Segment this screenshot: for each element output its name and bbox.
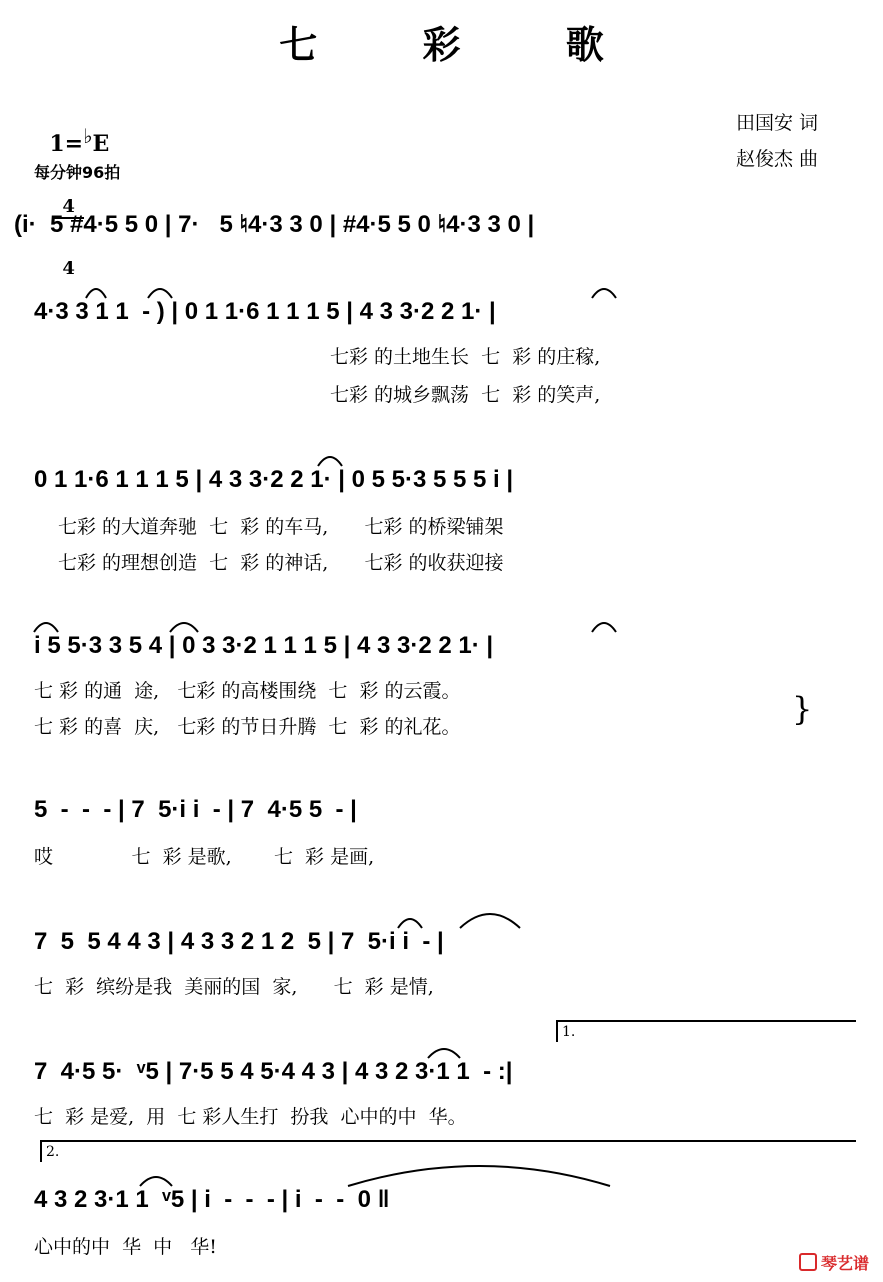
lyric-line: 七 彩 的通 途, 七彩 的高楼围绕 七 彩 的云霞。 (34, 680, 461, 702)
notation-row: 4 3 2 3·1 1 ᵛ5 | i - - - | i - - 0 ‖ (34, 1186, 390, 1213)
lyric-line: 七彩 的土地生长 七 彩 的庄稼, (330, 346, 601, 368)
repeat-brace: } (792, 690, 813, 728)
lyric-line: 七彩 的大道奔驰 七 彩 的车马, 七彩 的桥梁铺架 (58, 516, 504, 538)
lyric-line: 心中的中 华 中 华! (34, 1236, 217, 1258)
key-prefix: 1= (49, 131, 84, 157)
lyric-line: 七 彩 缤纷是我 美丽的国 家, 七 彩 是情, (34, 976, 434, 998)
notation-row: i 5 5·3 3 5 4 | 0 3 3·2 1 1 1 5 | 4 3 3·2 2 1· | (34, 632, 494, 659)
slur (460, 914, 520, 928)
time-bottom: 4 (62, 258, 75, 279)
notation-row: (i· 5 #4·5 5 0 | 7· 5 ♮4·3 3 0 | #4·5 5 0 ♮4·3 3 0 | (14, 211, 535, 238)
slur (428, 1049, 460, 1058)
lyric-line: 七彩 的理想创造 七 彩 的神话, 七彩 的收获迎接 (58, 552, 504, 574)
lyric-line: 七 彩 的喜 庆, 七彩 的节日升腾 七 彩 的礼花。 (34, 716, 461, 738)
logo-icon (799, 1253, 817, 1271)
slur (34, 623, 58, 632)
notation-row: 7 4·5 5· ᵛ5 | 7·5 5 4 5·4 4 3 | 4 3 2 3·1 1 - :| (34, 1058, 513, 1085)
lyricist-credit: 田国安 词 (736, 112, 819, 134)
slur (592, 289, 616, 298)
tempo-marking: 每分钟96拍 (34, 163, 121, 182)
lyric-line: 哎 七 彩 是歌, 七 彩 是画, (34, 846, 375, 868)
site-logo (799, 1251, 869, 1274)
notation-row: 4·3 3 1 1 - ) | 0 1 1·6 1 1 1 5 | 4 3 3·2 2 1· | (34, 298, 496, 325)
slur (398, 919, 422, 928)
slur (86, 289, 106, 298)
notation-row: 5 - - - | 7 5·i i - | 7 4·5 5 - | (34, 796, 357, 823)
lyric-line: 七 彩 是爱, 用 七 彩人生打 扮我 心中的中 华。 (34, 1106, 467, 1128)
lyric-line: 七彩 的城乡飘荡 七 彩 的笑声, (330, 384, 601, 406)
first-ending-label: 1. (562, 1024, 576, 1040)
composer-credit: 赵俊杰 曲 (736, 148, 819, 170)
slur (170, 623, 198, 632)
slur (348, 1166, 610, 1186)
second-ending-label: 2. (46, 1144, 60, 1160)
slur (148, 289, 172, 298)
slur (592, 623, 616, 632)
slur (318, 457, 342, 466)
notation-row: 7 5 5 4 4 3 | 4 3 3 2 1 2 5 | 7 5·i i - | (34, 928, 444, 955)
slur (140, 1177, 172, 1186)
time-top: 4 (53, 197, 84, 219)
flat-sign: ♭ (83, 124, 93, 148)
key-note: E (92, 131, 110, 157)
notation-row: 0 1 1·6 1 1 1 5 | 4 3 3·2 2 1· | 0 5 5·3 5 5 5 i | (34, 466, 514, 493)
logo-text: 琴艺谱 (820, 1254, 869, 1273)
song-title: 七 彩 歌 (279, 22, 650, 67)
